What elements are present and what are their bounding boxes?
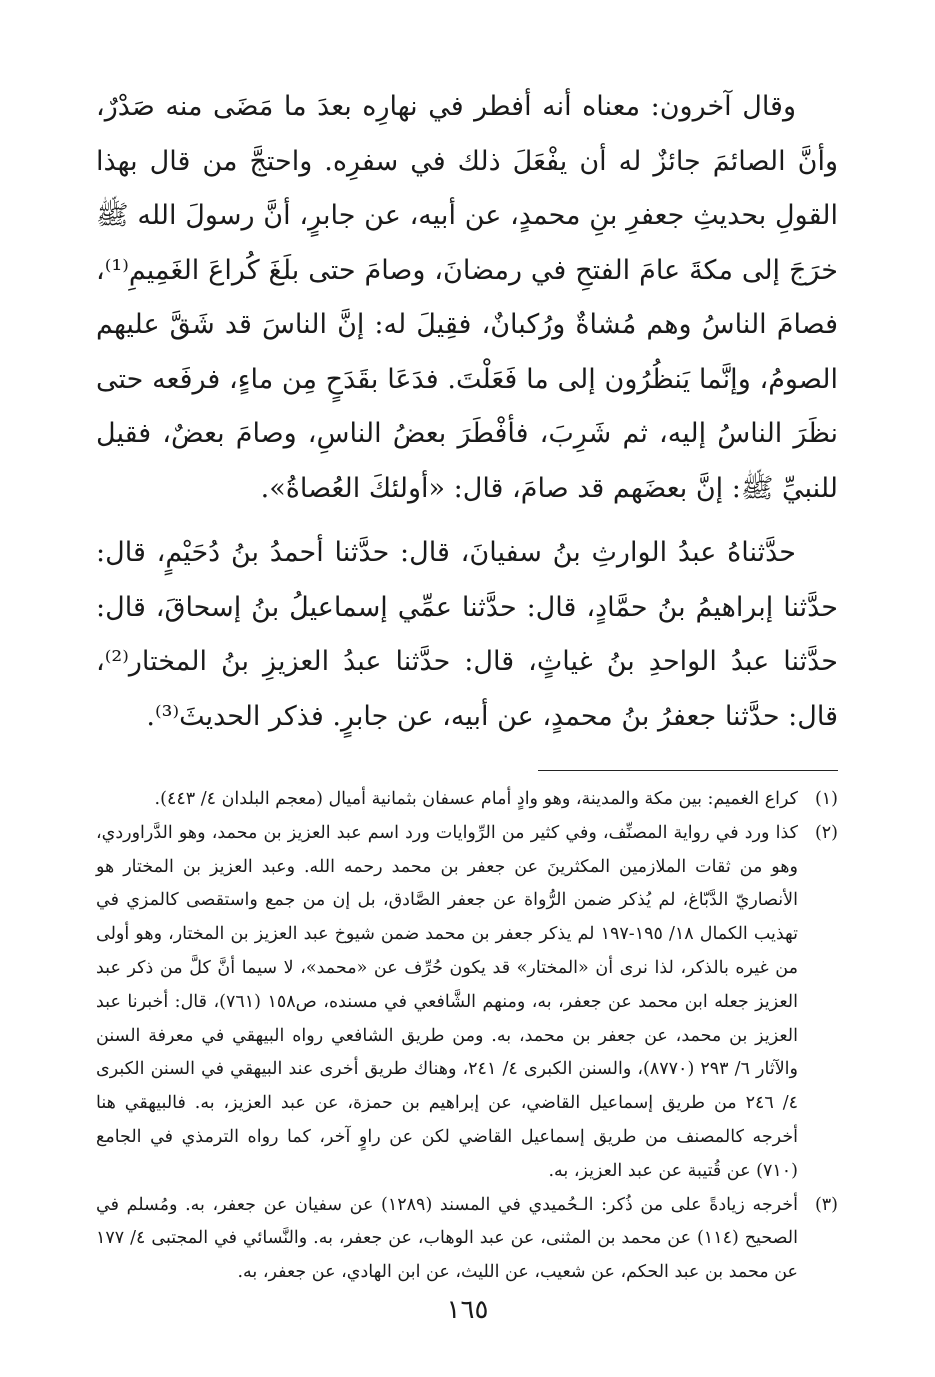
- footnote-text: أخرجه زيادةً على من ذُكر: الـحُميدي في المسند (١٢٨٩) عن سفيان عن جعفر، به. ومُسلم في الصحيح (١١٤) عن محمد بن المثنى، عن عبد الوهاب، عن جعفر، به. والنَّسائي في المجتبى ٤/ ١٧٧ عن محمد بن عبد الحكم، عن شعيب، عن الليث، عن ابن الهادي، عن جعفر، به.: [96, 1194, 798, 1283]
- main-text: [96, 80, 838, 744]
- body-paragraph-2: حدَّثناهُ عبدُ الوارثِ بنُ سفيانَ، قال: حدَّثنا أحمدُ بنُ دُحَيْمٍ، قال: حدَّثنا إبراهيمُ بنُ حمَّادٍ، قال: حدَّثنا عمِّي إسماعيلُ بنُ إسحاقَ، قال: حدَّثنا عبدُ الواحدِ بنُ غياثٍ، قال: حدَّثنا عبدُ العزيزِ بنُ المختار⁽²⁾، قال: حدَّثنا جعفرُ بنُ محمدٍ، عن أبيه، عن جابرٍ. فذكر الحديثَ⁽³⁾.: [96, 537, 838, 732]
- page-number: ١٦٥: [446, 1295, 489, 1325]
- body-paragraph-1: وقال آخرون: معناه أنه أفطر في نهارِه بعدَ ما مَضَى منه صَدْرٌ، وأنَّ الصائمَ جائزٌ له أن يفْعَلَ ذلك في سفرِه. واحتجَّ من قال بهذا القولِ بحديثِ جعفرِ بنِ محمدٍ، عن أبيه، عن جابرٍ، أنَّ رسولَ الله ﷺ خرَجَ إلى مكةَ عامَ الفتحِ في رمضانَ، وصامَ حتى بلَغَ كُراعَ الغَمِيمِ⁽¹⁾، فصامَ الناسُ وهم مُشاةٌ ورُكبانٌ، فقِيلَ له: إنَّ الناسَ قد شَقَّ عليهم الصومُ، وإنَّما يَنظُرُون إلى ما فَعَلْتَ. فدَعَا بقَدَحٍ مِن ماءٍ، فرفَعه حتى نظَرَ الناسُ إليه، ثم شَرِبَ، فأفْطَرَ بعضُ الناسِ، وصامَ بعضٌ، فقيل للنبيِّ ﷺ: إنَّ بعضَهم قد صامَ، قال: «أولئكَ العُصاةُ».: [96, 91, 838, 504]
- footnote-number: (١): [814, 789, 838, 809]
- footnote-number: (٢): [814, 822, 838, 843]
- footnote-text: كذا ورد في رواية المصنِّف، وفي كثير من الرِّوايات ورد اسم عبد العزيز بن محمد، وهو الدَّراوردي، وهو من ثقات الملازمين المكثرينَ عن جعفر بن محمد رحمه الله. وعبد العزيز بن المختار هو الأنصاريّ الدَّبّاغ، لم يُذكر ضمن الرُّواة عن جعفر الصَّادق، بل إن من جمع واستقصى كالمزي في تهذيب الكمال ١٨/ ١٩٥-١٩٧ لم يذكر جعفر بن محمد ضمن شيوخ عبد العزيز بن المختار، وهو أولى من غيره بالذكر، لذا نرى أن «المختار» قد يكون حُرِّف عن «محمد»، لا سيما أنَّ كلَّ من ذكر عبد العزيز جعله ابن محمد عن جعفر، به، ومنهم الشَّافعي في مسنده، ص١٥٨ (٧٦١)، قال: أخبرنا عبد العزيز بن محمد، عن جعفر بن محمد، به. ومن طريق الشافعي رواه البيهقي في معرفة السنن والآثار ٦/ ٢٩٣ (٨٧٧٠)، والسنن الكبرى ٤/ ٢٤١، وهناك طريق أخرى عند البيهقي في السنن الكبرى ٤/ ٢٤٦ من طريق إسماعيل القاضي، عن إبراهيم بن حمزة، عن عبد العزيز، به. فالبيهقي هنا أخرجه كالمصنف من طريق إسماعيل القاضي لكن عن راوٍ آخر، كما رواه الترمذي في الجامع (٧١٠) عن قُتيبة عن عبد العزيز، به.: [96, 822, 799, 1181]
- footnote-number: (٣): [814, 1194, 838, 1215]
- footnote-2: [96, 817, 838, 1189]
- page-content: [96, 80, 838, 1290]
- footnote-1: [96, 783, 838, 817]
- footnote-divider: [538, 770, 838, 771]
- footnote-text: كراع الغميم: بين مكة والمدينة، وهو وادٍ أمام عسفان بثمانية أميال (معجم البلدان ٤/ ٤٤٣).: [154, 789, 798, 809]
- footnote-3: [96, 1189, 838, 1290]
- footnotes: [96, 783, 838, 1290]
